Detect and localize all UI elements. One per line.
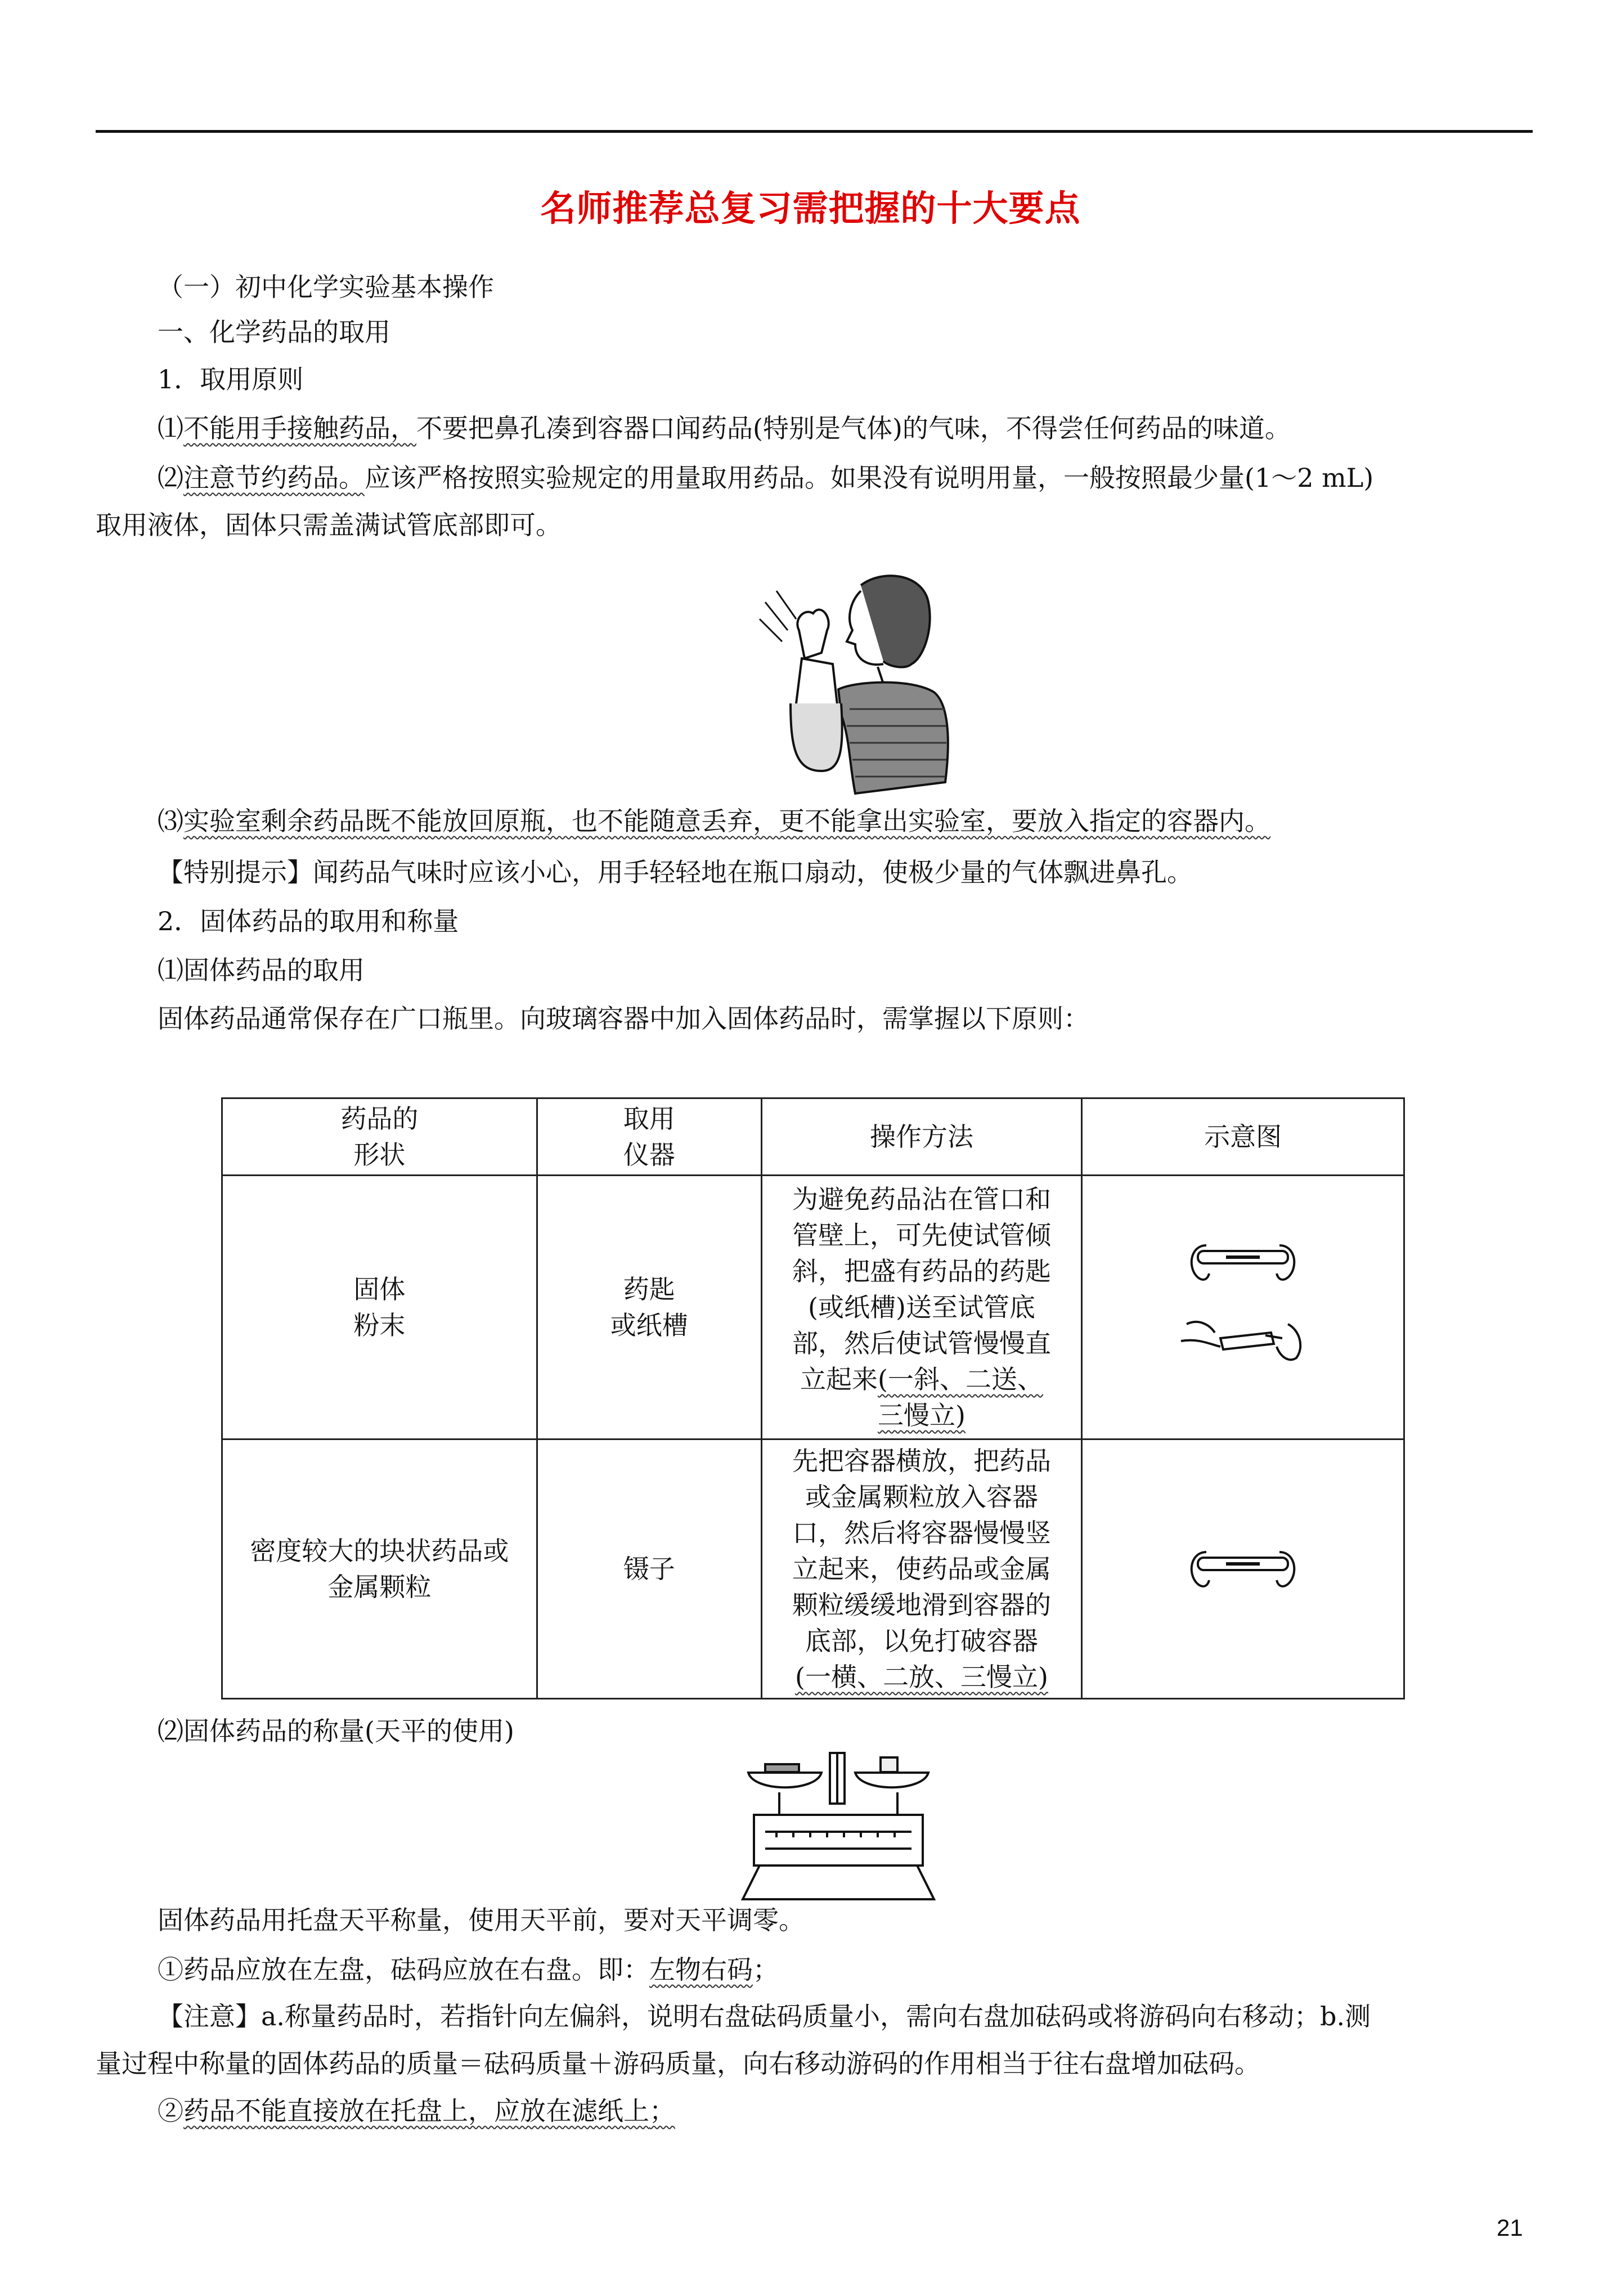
cell-tool: 药匙 或纸槽 <box>537 1176 761 1440</box>
table-header-row <box>222 1098 1404 1176</box>
underlined-text: 实验室剩余药品既不能放回原瓶，也不能随意丢弃，更不能拿出实验室，要放入指定的容器内。 <box>183 806 1270 836</box>
underlined-text: 不能用手接触药品， <box>183 413 416 443</box>
smelling-illustration <box>743 568 957 805</box>
balance-intro: 固体药品用托盘天平称量，使用天平前，要对天平调零。 <box>158 1905 805 1935</box>
subheading-solid-taking: ⑴固体药品的取用 <box>158 955 365 985</box>
underlined-text: 药品不能直接放在托盘上，应放在滤纸上 <box>183 2096 649 2126</box>
cell-shape: 固体 粉末 <box>222 1176 537 1440</box>
page-title: 名师推荐总复习需把握的十大要点 <box>540 188 1081 229</box>
cell-diagram <box>1082 1440 1404 1699</box>
heading-principles: 1．取用原则 <box>158 364 304 394</box>
table-row <box>222 1176 1404 1440</box>
cell-diagram <box>1082 1176 1404 1440</box>
rule-2: ②药品不能直接放在托盘上，应放在滤纸上； <box>158 2096 675 2126</box>
cell-tool: 镊子 <box>537 1440 761 1699</box>
paragraph-2 <box>158 465 1373 491</box>
paragraph-3 <box>158 808 1270 834</box>
table-row <box>222 1440 1404 1699</box>
subheading-weighing: ⑵固体药品的称量(天平的使用) <box>158 1716 514 1746</box>
paragraph-text: 应该严格按照实验规定的用量取用药品。如果没有说明用量，一般按照最少量(1～2 mL) <box>365 463 1374 493</box>
item-number: ② <box>158 2096 183 2126</box>
intro-text: 固体药品通常保存在广口瓶里。向玻璃容器中加入固体药品时，需掌握以下原则： <box>158 1003 1089 1034</box>
item-number: ⑴ <box>158 413 183 443</box>
underlined-text: 注意节约药品。 <box>183 463 365 493</box>
header-shape: 药品的 形状 <box>222 1098 537 1176</box>
heading-drug-use: 一、化学药品的取用 <box>158 317 390 347</box>
heading-solid-drugs: 2．固体药品的取用和称量 <box>158 906 459 936</box>
item-number: ⑵ <box>158 463 183 493</box>
paragraph-1 <box>158 415 1291 441</box>
section-heading: （一）初中化学实验基本操作 <box>158 272 494 302</box>
page-number: 21 <box>1497 2214 1523 2241</box>
operations-table <box>221 1097 1405 1699</box>
header-method: 操作方法 <box>761 1098 1082 1176</box>
special-tip: 【特别提示】闻药品气味时应该小心，用手轻轻地在瓶口扇动，使极少量的气体飘进鼻孔。 <box>158 857 1193 887</box>
underlined-text: 左物右码 <box>649 1954 753 1985</box>
balance-illustration <box>737 1747 940 1905</box>
header-rule <box>96 130 1533 133</box>
cell-method: 为避免药品沾在管口和 管壁上，可先使试管倾 斜，把盛有药品的药匙 (或纸槽)送至试管底 部，然后使试管慢慢直 立起来(一斜、二送、 三慢立) <box>761 1176 1082 1440</box>
cell-method: 先把容器横放，把药品 或金属颗粒放入容器 口，然后将容器慢慢竖 立起来，使药品或金属 颗粒缓缓地滑到容器的 底部，以免打破容器 (一横、二放、三慢立) <box>761 1440 1082 1699</box>
paragraph-2-continued: 取用液体，固体只需盖满试管底部即可。 <box>96 510 562 540</box>
header-diagram: 示意图 <box>1082 1098 1404 1176</box>
note-line-2: 量过程中称量的固体药品的质量＝砝码质量＋游码质量，向右移动游码的作用相当于往右盘增加砝码。 <box>96 2048 1260 2079</box>
test-tube-spoon-diagram <box>1175 1234 1310 1380</box>
paragraph-text: 不要把鼻孔凑到容器口闻药品(特别是气体)的气味，不得尝任何药品的味道。 <box>416 413 1291 443</box>
cell-shape: 密度较大的块状药品或 金属颗粒 <box>222 1440 537 1699</box>
item-number: ⑶ <box>158 806 183 836</box>
note-line-1: 【注意】a.称量药品时，若指针向左偏斜，说明右盘砝码质量小，需向右盘加砝码或将游码向右移动；b.测 <box>158 2001 1371 2032</box>
header-tool: 取用 仪器 <box>537 1098 761 1176</box>
test-tube-tweezers-diagram <box>1175 1535 1310 1603</box>
rule-1: ①药品应放在左盘，砝码应放在右盘。即：左物右码； <box>158 1954 779 1985</box>
